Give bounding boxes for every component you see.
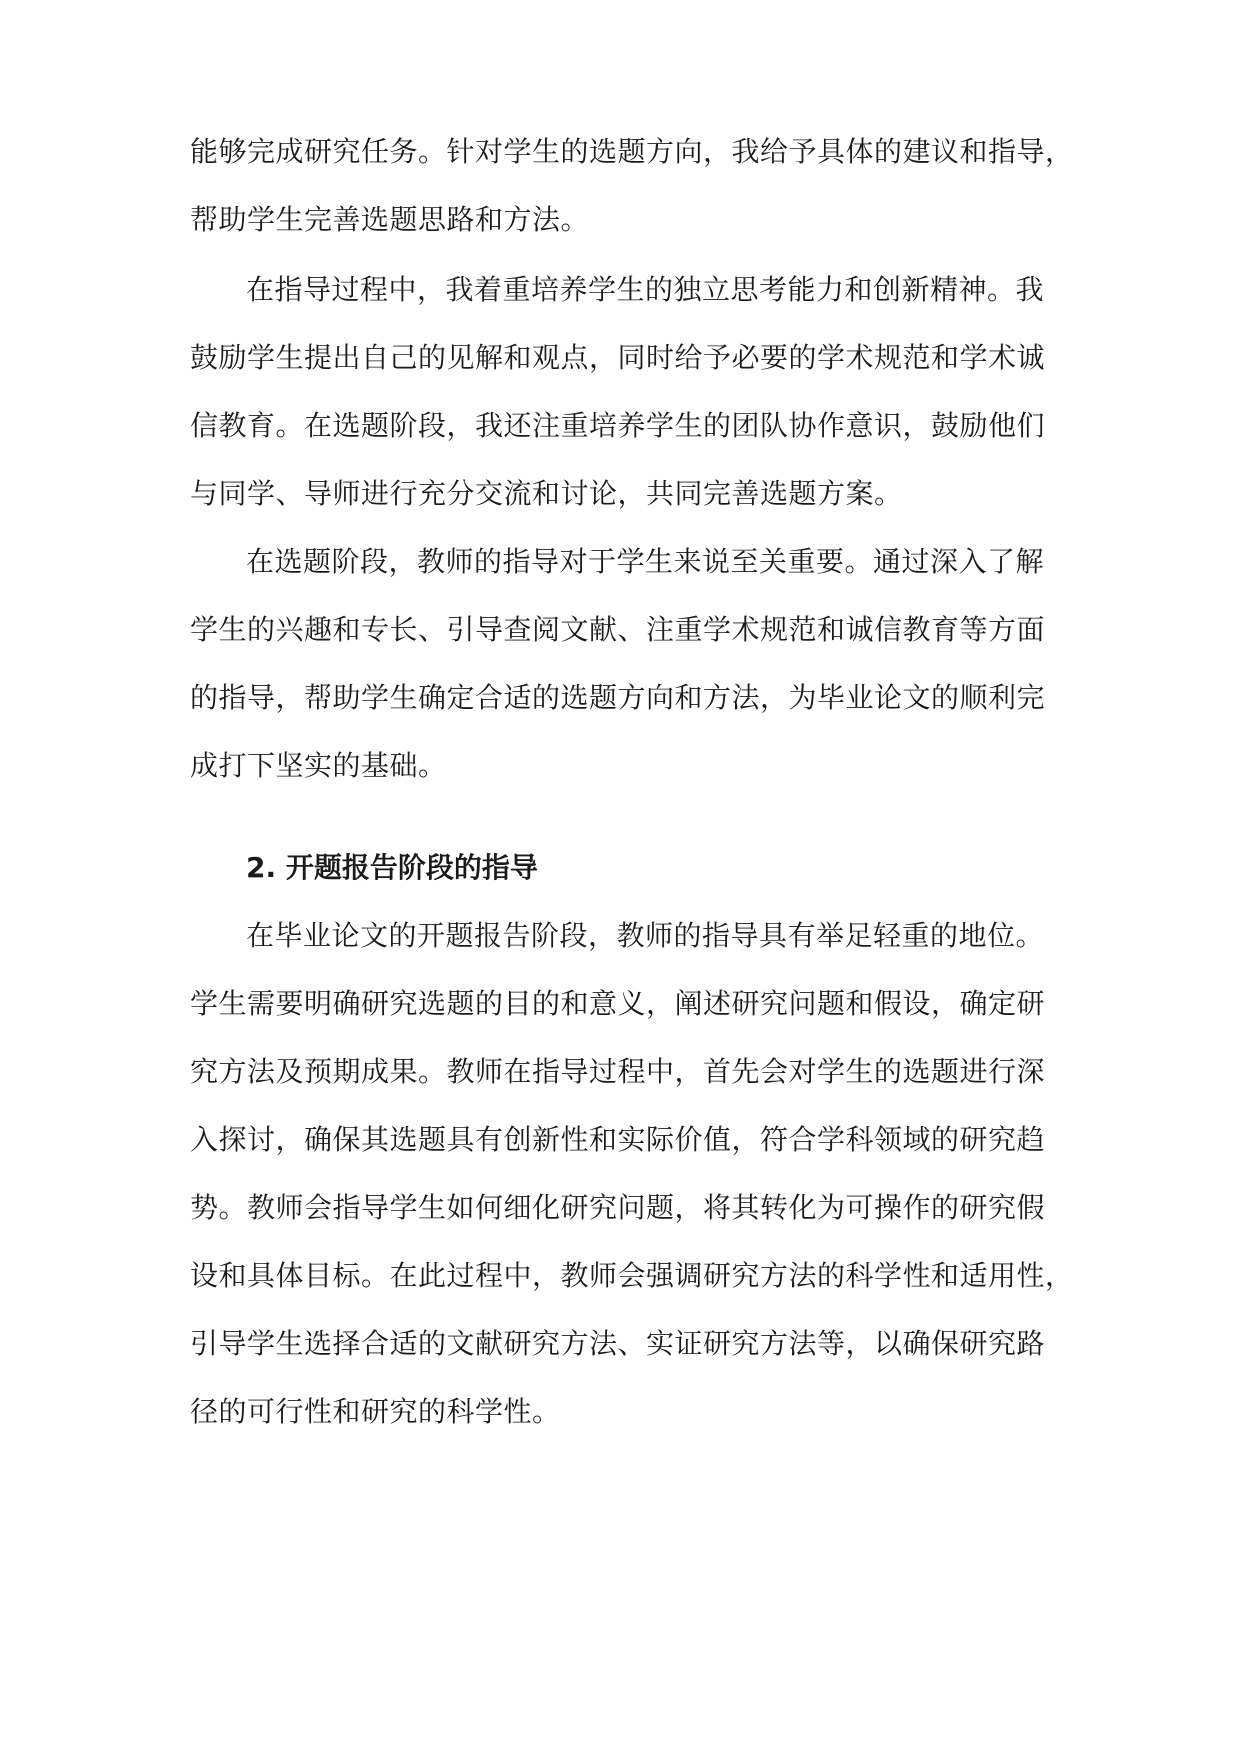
section-paragraph-line-7: 引导学生选择合适的文献研究方法、实证研究方法等，以确保研究路: [190, 1327, 1046, 1360]
paragraph-3-line-1: 在选题阶段，教师的指导对于学生来说至关重要。通过深入了解: [246, 545, 1045, 578]
section-paragraph-line-3: 究方法及预期成果。教师在指导过程中，首先会对学生的选题进行深: [190, 1055, 1046, 1088]
paragraph-2-line-1: 在指导过程中，我着重培养学生的独立思考能力和创新精神。我: [246, 273, 1045, 306]
section-paragraph-line-5: 势。教师会指导学生如何细化研究问题，将其转化为可操作的研究假: [190, 1191, 1046, 1224]
section-paragraph-line-8: 径的可行性和研究的科学性。: [190, 1395, 561, 1428]
paragraph-3-line-3: 的指导，帮助学生确定合适的选题方向和方法，为毕业论文的顺利完: [190, 681, 1046, 714]
section-heading: 2. 开题报告阶段的指导: [246, 851, 538, 884]
section-paragraph-line-6: 设和具体目标。在此过程中，教师会强调研究方法的科学性和适用性，: [190, 1259, 1074, 1292]
section-paragraph-line-4: 入探讨，确保其选题具有创新性和实际价值，符合学科领域的研究趋: [190, 1123, 1046, 1156]
paragraph-1-line-1: 能够完成研究任务。针对学生的选题方向，我给予具体的建议和指导，: [190, 135, 1074, 168]
paragraph-2-line-2: 鼓励学生提出自己的见解和观点，同时给予必要的学术规范和学术诚: [190, 341, 1046, 374]
paragraph-2-line-4: 与同学、导师进行充分交流和讨论，共同完善选题方案。: [190, 477, 903, 510]
paragraph-3-line-2: 学生的兴趣和专长、引导查阅文献、注重学术规范和诚信教育等方面: [190, 613, 1046, 646]
paragraph-2-line-3: 信教育。在选题阶段，我还注重培养学生的团队协作意识，鼓励他们: [190, 409, 1046, 442]
paragraph-3-line-4: 成打下坚实的基础。: [190, 749, 447, 782]
paragraph-1-line-2: 帮助学生完善选题思路和方法。: [190, 203, 590, 236]
section-paragraph-line-1: 在毕业论文的开题报告阶段，教师的指导具有举足轻重的地位。: [246, 919, 1045, 952]
section-paragraph-line-2: 学生需要明确研究选题的目的和意义，阐述研究问题和假设，确定研: [190, 987, 1046, 1020]
